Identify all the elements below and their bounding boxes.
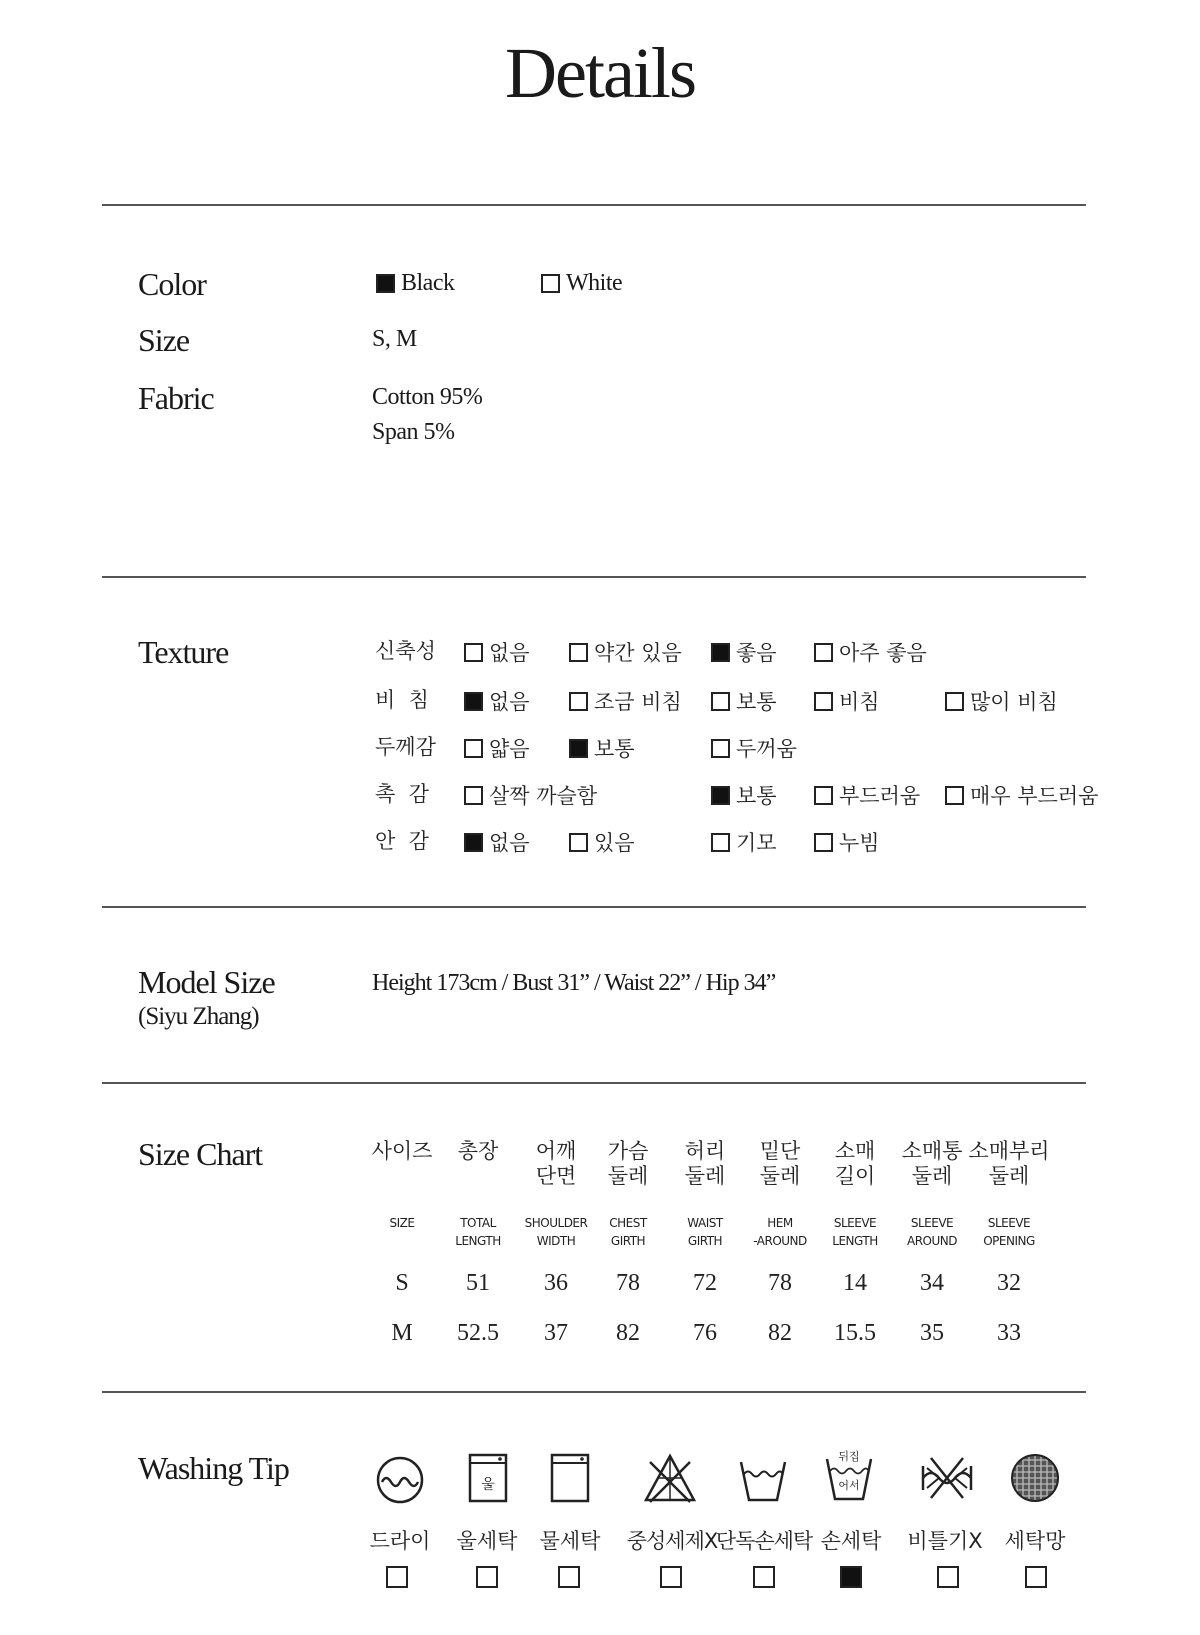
texture-option[interactable]: 아주 좋음 <box>814 637 927 667</box>
texture-option[interactable]: 누빔 <box>814 827 880 857</box>
size-chart-cell: 76 <box>693 1320 717 1346</box>
size-label: Size <box>138 322 190 358</box>
texture-row-label: 비 침 <box>375 688 429 712</box>
size-chart-header: 소매 길이 <box>834 1139 876 1188</box>
icon-text-top: 뒤집 <box>838 1450 860 1463</box>
size-chart-cell: 32 <box>997 1270 1021 1296</box>
size-chart-subheader: SLEEVE AROUND <box>907 1216 957 1248</box>
size-chart-subheader: CHEST GIRTH <box>609 1216 647 1248</box>
washing-checkbox-separate[interactable] <box>753 1566 775 1588</box>
washing-checkbox-neutral[interactable] <box>660 1566 682 1588</box>
size-chart-header: 사이즈 <box>371 1139 433 1163</box>
size-chart-subheader: SIZE <box>389 1216 415 1230</box>
wool-wash-icon-text: 울 <box>481 1477 495 1493</box>
divider <box>102 1082 1086 1084</box>
texture-option[interactable]: 두꺼움 <box>711 733 797 763</box>
washing-label: 비틀기X <box>907 1529 983 1553</box>
washing-checkbox-wool[interactable] <box>476 1566 498 1588</box>
water-wash-icon <box>540 1448 600 1508</box>
washing-label: 물세탁 <box>539 1529 601 1553</box>
size-chart-cell: 51 <box>466 1270 490 1296</box>
divider <box>102 906 1086 908</box>
model-measurements: Height 173cm / Bust 31” / Waist 22” / Hip 34” <box>372 970 776 996</box>
divider <box>102 576 1086 578</box>
hand-wash-inside-out-icon <box>819 1445 879 1505</box>
size-chart-cell: M <box>391 1320 413 1346</box>
washing-checkbox-handwash[interactable] <box>840 1566 862 1588</box>
size-chart-header: 가슴 둘레 <box>607 1139 649 1188</box>
size-chart-header: 어깨 단면 <box>535 1139 577 1188</box>
washing-checkbox-net[interactable] <box>1025 1566 1047 1588</box>
washing-checkbox-no-wring[interactable] <box>937 1566 959 1588</box>
size-chart-cell: 78 <box>768 1270 792 1296</box>
wool-wash-icon <box>458 1448 518 1508</box>
texture-row-label: 두께감 <box>375 735 436 759</box>
washing-label: 울세탁 <box>456 1529 518 1553</box>
size-chart-header: 총장 <box>457 1139 499 1163</box>
fabric-line-1: Cotton 95% <box>372 384 483 410</box>
size-chart-label: Size Chart <box>138 1136 263 1172</box>
size-chart-cell: 35 <box>920 1320 944 1346</box>
laundry-net-icon <box>1005 1448 1065 1508</box>
texture-option[interactable]: 좋음 <box>711 637 777 667</box>
washing-label: 손세탁 <box>820 1529 882 1553</box>
texture-option[interactable]: 약간 있음 <box>569 637 682 667</box>
dry-clean-icon <box>370 1450 430 1510</box>
texture-option[interactable]: 부드러움 <box>814 780 920 810</box>
page-title: Details <box>505 33 695 113</box>
size-chart-cell: 82 <box>616 1320 640 1346</box>
size-chart-header: 소매부리 둘레 <box>968 1139 1050 1188</box>
size-chart-subheader: TOTAL LENGTH <box>455 1216 501 1248</box>
size-chart-cell: 14 <box>843 1270 867 1296</box>
washing-label: 드라이 <box>369 1529 431 1553</box>
divider <box>102 204 1086 206</box>
size-value: S, M <box>372 326 417 352</box>
size-chart-subheader: SLEEVE OPENING <box>983 1216 1035 1248</box>
size-chart-cell: 33 <box>997 1320 1021 1346</box>
texture-option[interactable]: 많이 비침 <box>945 686 1058 716</box>
fabric-line-2: Span 5% <box>372 419 455 445</box>
size-chart-subheader: SLEEVE LENGTH <box>832 1216 878 1248</box>
size-chart-cell: 78 <box>616 1270 640 1296</box>
size-chart-cell: 37 <box>544 1320 568 1346</box>
fabric-label: Fabric <box>138 380 214 416</box>
texture-option[interactable]: 얇음 <box>464 733 530 763</box>
no-wring-icon <box>917 1448 977 1508</box>
model-size-label: Model Size <box>138 964 275 1000</box>
checkbox-black[interactable] <box>376 274 395 293</box>
size-chart-header: 허리 둘레 <box>684 1139 726 1188</box>
color-option-label: Black <box>401 270 455 296</box>
texture-label: Texture <box>138 634 229 670</box>
icon-text-bottom: 어서 <box>838 1479 860 1492</box>
color-option-black[interactable] <box>376 270 454 297</box>
color-option-white[interactable] <box>541 270 622 297</box>
hand-wash-separate-icon <box>733 1448 793 1508</box>
washing-label: 단독손세탁 <box>715 1529 813 1553</box>
texture-option[interactable]: 없음 <box>464 637 530 667</box>
texture-option[interactable]: 매우 부드러움 <box>945 780 1098 810</box>
size-chart-subheader: HEM -AROUND <box>753 1216 807 1248</box>
texture-option[interactable]: 없음 <box>464 686 530 716</box>
washing-checkbox-dry[interactable] <box>386 1566 408 1588</box>
texture-option[interactable]: 있음 <box>569 827 635 857</box>
color-option-label: White <box>566 270 623 296</box>
washing-label: 세탁망 <box>1004 1529 1066 1553</box>
size-chart-cell: 82 <box>768 1320 792 1346</box>
texture-option[interactable]: 보통 <box>711 686 777 716</box>
size-chart-header: 소매통 둘레 <box>901 1139 963 1188</box>
texture-option[interactable]: 보통 <box>711 780 777 810</box>
texture-option[interactable]: 기모 <box>711 827 777 857</box>
no-neutral-detergent-icon <box>640 1448 700 1508</box>
model-name: (Siyu Zhang) <box>138 1003 259 1030</box>
size-chart-subheader: SHOULDER WIDTH <box>524 1216 588 1248</box>
texture-option[interactable]: 비침 <box>814 686 880 716</box>
size-chart-subheader: WAIST GIRTH <box>687 1216 723 1248</box>
size-chart-cell: S <box>395 1270 409 1296</box>
size-chart-cell: 52.5 <box>457 1320 499 1346</box>
texture-row-label: 신축성 <box>375 639 436 663</box>
checkbox-white[interactable] <box>541 274 560 293</box>
texture-option[interactable]: 조금 비침 <box>569 686 682 716</box>
divider <box>102 1391 1086 1393</box>
texture-option[interactable]: 없음 <box>464 827 530 857</box>
washing-tip-label: Washing Tip <box>138 1450 289 1486</box>
size-chart-header: 밑단 둘레 <box>759 1139 801 1188</box>
color-label: Color <box>138 266 206 302</box>
texture-row-label: 안 감 <box>375 829 429 853</box>
size-chart-cell: 34 <box>920 1270 944 1296</box>
texture-option[interactable]: 보통 <box>569 733 635 763</box>
washing-label: 중성세제X <box>626 1529 718 1553</box>
size-chart-cell: 36 <box>544 1270 568 1296</box>
texture-option[interactable]: 살짝 까슬함 <box>464 780 597 810</box>
size-chart-cell: 72 <box>693 1270 717 1296</box>
washing-checkbox-water[interactable] <box>558 1566 580 1588</box>
size-chart-cell: 15.5 <box>834 1320 876 1346</box>
texture-row-label: 촉 감 <box>375 782 429 806</box>
